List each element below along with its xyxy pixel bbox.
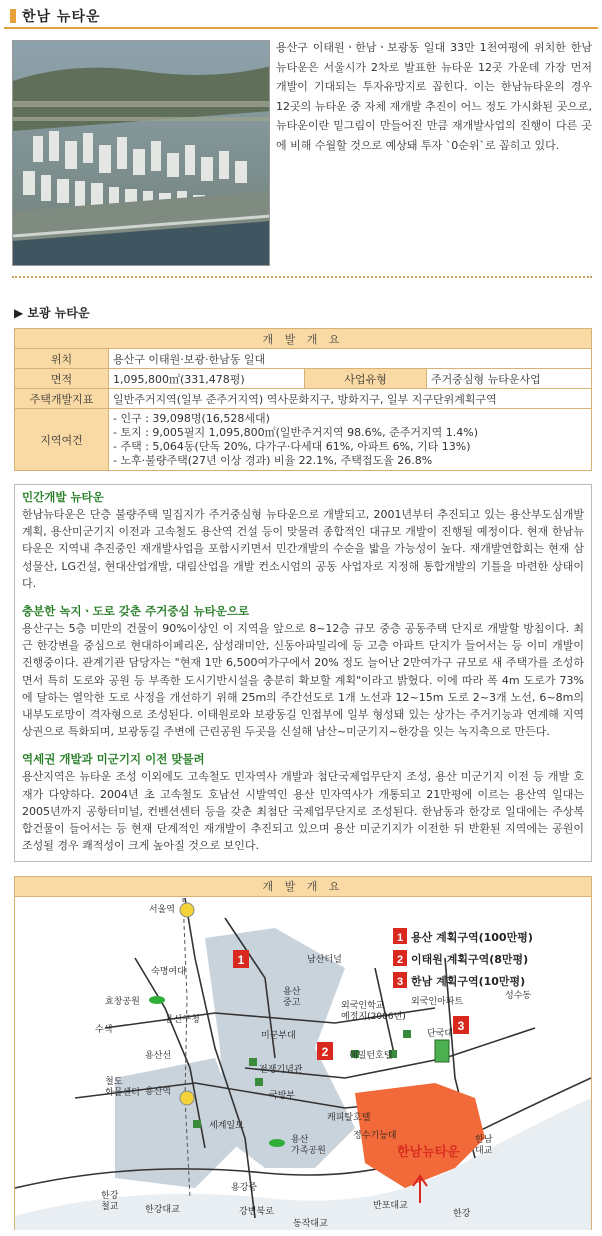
article-heading: 역세권 개발과 미군기지 이전 맞물려 [22,752,205,767]
article-body: 용산지역은 뉴타운 조성 이외에도 고속철도 민자역사 개발과 첨단국제업무단지 조성, 용산 미군기지 이전 등 개발 호재가 다양하다. 2004년 초 고속철도 호남선 시발역인 용산 민자역사가 개통되고 21만평에 이르는 용산역 일대는 2005년까지 공항터미널, 컨벤션센터 등을 갖춘 최첨단 국제업무단지로 조성된다. 한남동과 한강로 일대에는 주상복합건물이 들어서는 등 현재 단계적인 재개발이 추진되고 있으며 용산 미군기지가 이전한 뒤 반환된 지역에는 공원이 조성될 경우 쾌적성이 크게 높아질 것으로 보인다. [22,770,584,853]
area-map [15,898,591,1230]
map-label: 한강 [453,1209,471,1219]
area-label: 면적 [15,369,109,389]
location-value: 용산구 이태원·보광·한남동 일대 [109,349,592,369]
condition-line: - 노후·불량주택(27년 이상 경과) 비율 22.1%, 주택접도율 26.8% [113,453,433,467]
aerial-photo [12,40,270,266]
page-title: 한남 뉴타운 [22,9,101,25]
map-label: 용강중 [231,1183,258,1193]
overview-table-header: 개 발 개 요 [15,329,592,349]
location-label: 위치 [15,349,109,369]
map-label: 강변북로 [239,1207,274,1217]
map-label: 세계일보 [209,1121,244,1131]
map-label: 용산구청 [165,1015,200,1025]
legend-number: 1 [396,932,404,944]
map-label: 외국인아파트 [411,997,464,1007]
map-label: 용산 가족공원 [291,1135,326,1156]
condition-line: - 주택 : 5,064동(단독 20%, 다가구·다세대 61%, 아파트 6%, 기타 13%) [113,439,471,453]
map-label: 해밀턴호텔 [349,1051,393,1061]
map-label: 효창공원 [105,997,140,1007]
map-label: 철도 화물센터 [105,1077,140,1098]
park-marker [269,1139,285,1147]
newtown-label: 한남뉴타운 [397,1145,460,1160]
legend-label: 용산 계획구역(100만평) [411,931,533,944]
condition-line: - 토지 : 9,005필지 1,095,800㎡(일반주거지역 98.6%, 준주거지역 1.4%) [113,425,478,439]
index-value: 일반주거지역(일부 준주거지역) 역사문화지구, 방화지구, 일부 지구단위계획구역 [109,389,592,409]
conditions-value [109,409,592,471]
map-label: 미군부대 [261,1031,296,1041]
map-box [14,876,592,1230]
seoul-station-marker [180,903,194,917]
map-label: 외국인학교 예정지(2006년) [341,1001,406,1022]
svg-text:3: 3 [457,1019,465,1033]
map-label: 숙명여대 [151,967,186,977]
map-label: 국방부 [269,1091,296,1101]
map-label: 수색 [95,1025,113,1035]
area-value: 1,095,800㎡(331,478평) [109,369,305,389]
map-label: 용산 중고 [283,987,301,1008]
legend-number: 2 [396,954,404,966]
map-label: 정수기능대 [353,1131,397,1141]
map-label: 남산터널 [307,955,342,965]
map-label: 한강 철교 [101,1191,119,1212]
map-label: 반포대교 [373,1201,408,1211]
legend-number: 3 [396,976,404,988]
map-label: 단국대 [427,1029,454,1039]
type-label: 사업유형 [305,369,427,389]
article-body: 한남뉴타운은 단층 불량주택 밀집지가 주거중심형 뉴타운으로 개발되고, 2001년부터 추진되고 있는 용산부도심개발계획, 용산미군기지 이전과 고속철도 용산역 건설 등이 맞물려 종합적인 대규모 개발이 진행될 예정이다. 현재 한남뉴타운은 지역내 추진중인 재개발사업을 포함시키면서 민간개발의 수순을 밟을 가능성이 높다. 재개발연합회는 현재 삼성물산, LG건설, 현대산업개발, 대림산업을 개발 컨소시엄의 공동 사업자로 지정해 통합개발의 기틀을 마련한 상태이다. [22,508,584,590]
article-heading: 민간개발 뉴타운 [22,490,104,504]
title-marker [10,9,16,23]
map-label: 용산역 [145,1087,172,1097]
overview-table [14,328,592,471]
park-marker [149,996,165,1004]
svg-text:1: 1 [237,953,245,967]
svg-text:2: 2 [321,1045,329,1059]
map-header: 개 발 개 요 [15,877,591,897]
conditions-label: 지역여건 [15,409,109,471]
yongsan-station-marker [180,1091,194,1105]
map-label: 서울역 [148,905,175,915]
legend-label: 한남 계획구역(10만평) [411,975,526,988]
type-value: 주거중심형 뉴타운사업 [427,369,592,389]
legend-label: 이태원 계획구역(8만평) [411,953,529,966]
article-box [14,484,592,862]
zone-box-3 [453,1016,469,1034]
map-label: 한남 대교 [475,1135,493,1156]
map-label: 성수동 [505,991,532,1001]
page-title-bar [4,2,598,29]
section-divider [12,276,592,278]
condition-line: - 인구 : 39,098명(16,528세대) [113,411,270,425]
article-body: 용산구는 5층 미만의 건물이 90%이상인 이 지역을 앞으로 8~12층 규모 중층 공동주택 단지로 개발할 방침이다. 최근 한강변을 중심으로 현대하이페리온, 삼성래미안, 신동아파밀리에 등 고층 아파트 단지가 들어서는 등 이미 개발이 진행중이다. 관계기관 담당자는 "현재 1만 6,500여가구에서 20% 정도 늘어난 2만여가구 규모로 새 주택가를 조성하면서 특히 도로와 공원 등 부족한 도시기반시설을 충분히 확보할 계획"이라고 밝혔다. 이에 따라 폭 4m 도로가 73%에 달하는 열악한 도로 사정을 개선하기 위해 25m의 주간선도로 1개 노선과 12~15m 도로 2~3개 노선, 6~8m의 내부도로망이 격자형으로 조성된다. 이태원로와 보광동길 인접부에 일부 형성돼 있는 상가는 주거기능과 연계해 지역 상권으로 특화되며, 보광동길 주변에 근린공원 두곳을 신설해 남산~미군기지~한강을 잇는 녹지축으로 만든다. [22,622,584,739]
section-heading: ▶ 보광 뉴타운 [14,306,90,320]
zone-box-1 [233,950,249,968]
intro-paragraph: 용산구 이태원ㆍ한남ㆍ보광동 일대 33만 1천여평에 위치한 한남뉴타운은 서울시가 2차로 발표한 뉴타운 12곳 가운데 가장 먼저 개발이 기대되는 투자유망지로 꼽힌다. 이는 한남뉴타운의 경우 12곳의 뉴타운 중 자체 재개발 추진이 어느 정도 가시화된 곳으로, 뉴타운이란 밑그림이 만들어진 만큼 재개발사업의 진행이 다른 곳에 비해 수월할 것으로 예상돼 투자 `0순위`로 꼽히고 있다. [276,41,592,152]
article-heading: 충분한 녹지ㆍ도로 갖춘 주거중심 뉴타운으로 [22,604,250,619]
index-label: 주택개발지표 [15,389,109,409]
map-label: 동작대교 [293,1219,328,1229]
map-legend [393,928,533,988]
map-label: 한강대교 [145,1205,180,1215]
zone-box-2 [317,1042,333,1060]
map-label: 용산선 [145,1051,172,1061]
map-label: 전쟁기념관 [259,1065,303,1075]
map-label: 캐피탈호텔 [327,1113,371,1123]
dankook-building [435,1040,449,1062]
